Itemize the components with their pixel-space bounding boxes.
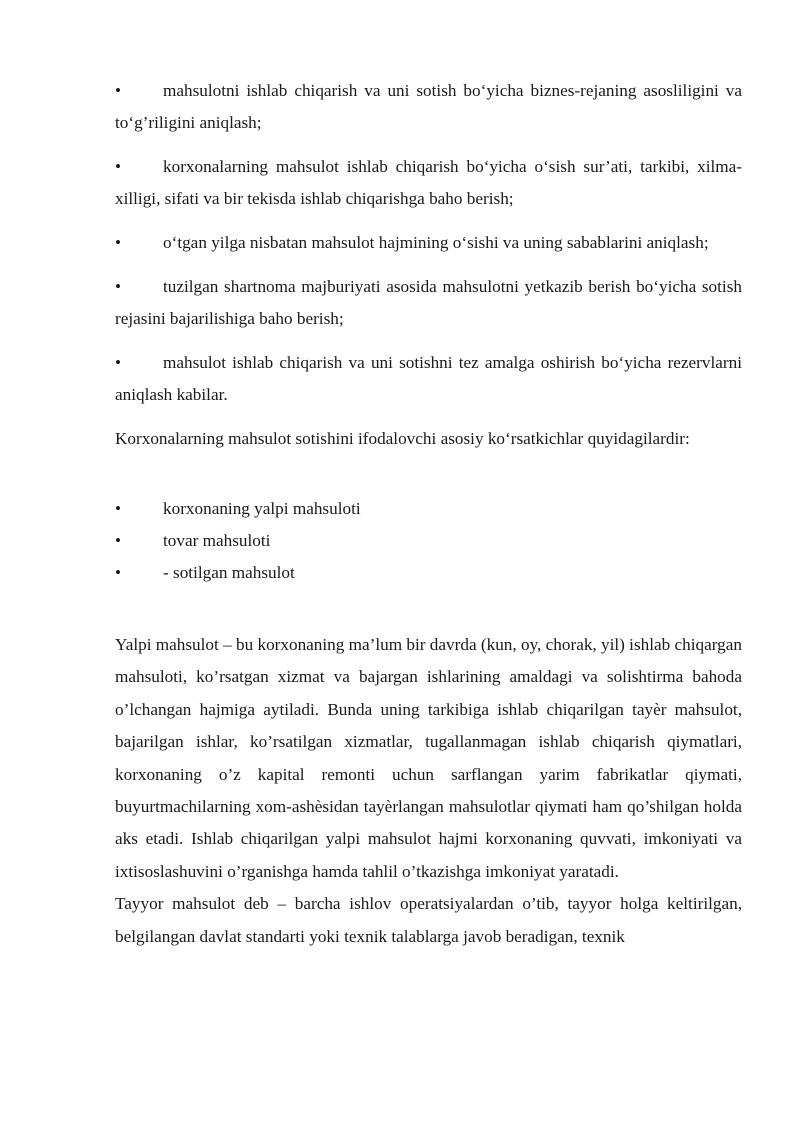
bullet-marker: • (115, 233, 122, 252)
indicator-text: tovar mahsuloti (163, 531, 271, 550)
tayyor-mahsulot-paragraph: Tayyor mahsulot deb – barcha ishlov operatsiyalardan o’tib, tayyor holga keltirilgan, belgilangan davlat standarti yoki texnik talablarga javob beradigan, texnik (115, 894, 742, 946)
indicators-list (115, 493, 742, 589)
document-content (115, 75, 742, 953)
intro-paragraph: Korxonalarning mahsulot sotishini ifodalovchi asosiy ko‘rsatkichlar quyidagilardir: (115, 429, 690, 448)
bullet-item (115, 347, 742, 411)
bullet-marker: • (115, 563, 122, 582)
bullet-text: o‘tgan yilga nisbatan mahsulot hajmining o‘sishi va uning sabablarini aniqlash; (163, 233, 709, 252)
bullet-item (115, 271, 742, 335)
indicator-text: korxonaning yalpi mahsuloti (163, 499, 361, 518)
bullet-marker: • (115, 157, 122, 176)
bullet-item (115, 151, 742, 215)
bullet-marker: • (115, 81, 122, 100)
bullet-marker: • (115, 277, 122, 296)
bullet-item (115, 75, 742, 139)
indicator-item (115, 493, 742, 525)
indicator-item (115, 557, 742, 589)
bullet-text: mahsulotni ishlab chiqarish va uni sotish bo‘yicha biznes-rejaning asosliligini va to‘g’riligini aniqlash; (115, 81, 742, 132)
objectives-bullet-list (115, 75, 742, 411)
bullet-marker: • (115, 353, 122, 372)
bullet-marker: • (115, 499, 122, 518)
indicator-text: - sotilgan mahsulot (163, 563, 295, 582)
indicator-item (115, 525, 742, 557)
bullet-item (115, 227, 742, 259)
bullet-marker: • (115, 531, 122, 550)
bullet-text: tuzilgan shartnoma majburiyati asosida mahsulotni yetkazib berish bo‘yicha sotish rejasini bajarilishiga baho berish; (115, 277, 742, 328)
bullet-text: mahsulot ishlab chiqarish va uni sotishni tez amalga oshirish bo‘yicha rezervlarni aniqlash kabilar. (115, 353, 742, 404)
yalpi-mahsulot-paragraph: Yalpi mahsulot – bu korxonaning ma’lum bir davrda (kun, oy, chorak, yil) ishlab chiqargan mahsuloti, ko’rsatgan xizmat va bajargan ishlarining amaldagi va solishtirma bahoda o’lchangan hajmiga aytiladi. Bunda uning tarkibiga ishlab chiqarilgan tayѐr mahsulot, bajarilgan ishlar, ko’rsatilgan xizmatlar, tugallanmagan ishlab chiqarish qiymatlari, korxonaning o’z kapital remonti uchun sarflangan yarim fabrikatlar qiymati, buyurtmachilarning xom-ashѐsidan tayѐrlangan mahsulotlar qiymati ham qo’shilgan holda aks etadi. Ishlab chiqarilgan yalpi mahsulot hajmi korxonaning quvvati, imkoniyati va ixtisoslashuvini o’rganishga hamda tahlil o’tkazishga imkoniyat yaratadi. (115, 635, 742, 881)
bullet-text: korxonalarning mahsulot ishlab chiqarish bo‘yicha o‘sish sur’ati, tarkibi, xilma-xilligi, sifati va bir tekisda ishlab chiqarishga baho berish; (115, 157, 742, 208)
